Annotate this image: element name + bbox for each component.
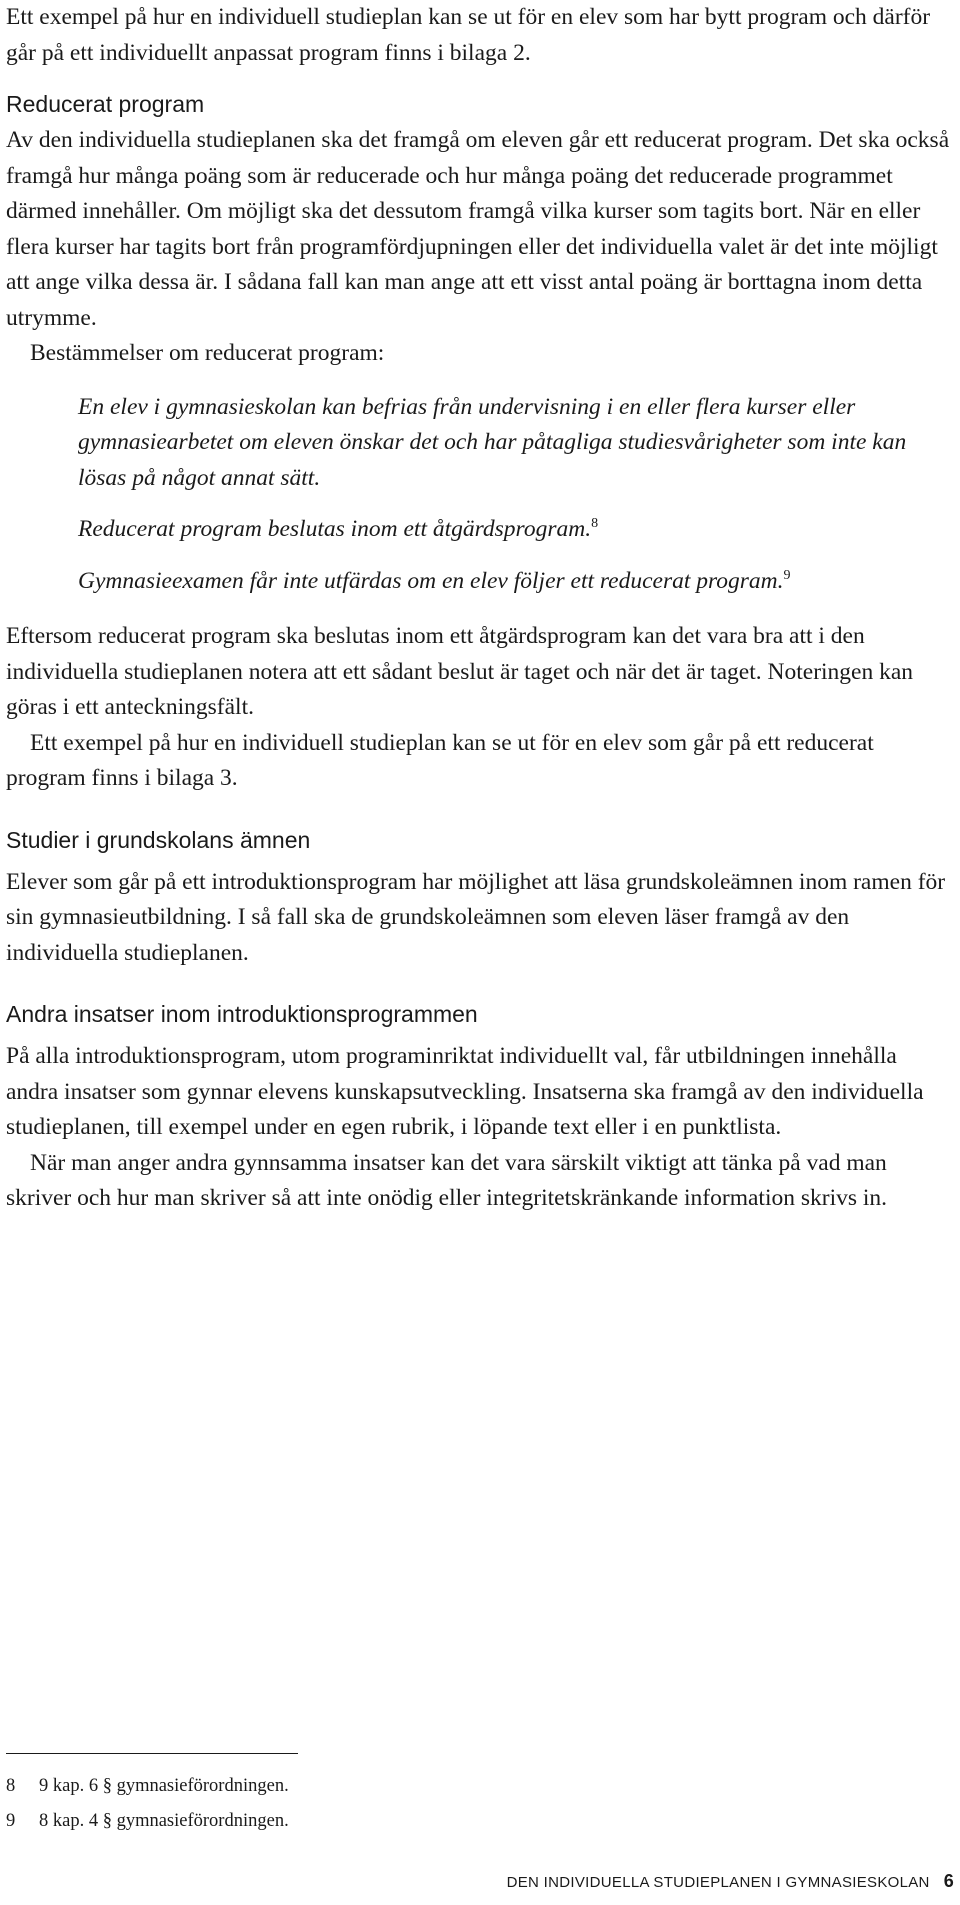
- footnote-8: [6, 1769, 906, 1804]
- footnote-number: 9: [6, 1811, 16, 1831]
- footnote-number: 8: [6, 1776, 16, 1796]
- quote-paragraph-1: En elev i gymnasieskolan kan befrias från undervisning i en eller flera kurser eller gymnasiearbetet om eleven önskar det och har påtagliga studiesvårigheter som inte kan lösas på något annat sätt.: [78, 393, 907, 491]
- quote-paragraph-2: [78, 512, 950, 548]
- document-page: [6, 0, 950, 1217]
- quote-intro: Bestämmelser om reducerat program:: [30, 340, 385, 366]
- footnote-ref-9: 9: [783, 567, 791, 583]
- regulation-quote: [78, 390, 950, 600]
- intro-paragraph: Ett exempel på hur en individuell studieplan kan se ut för en elev som har bytt program och därför går på ett individuellt anpassat program finns i bilaga 2.: [6, 4, 931, 66]
- other-measures-paragraph-2: När man anger andra gynnsamma insatser kan det vara särskilt viktigt att tänka på vad man skriver och hur man skriver så att inte onödig eller integritetskränkande information skrivs in.: [6, 1149, 888, 1211]
- reduced-paragraph-2: Eftersom reducerat program ska beslutas inom ett åtgärdsprogram kan det vara bra att i den individuella studieplanen notera att ett sådant beslut är taget och när det är taget. Noteringen kan göras i ett anteckningsfält.: [6, 623, 914, 720]
- reduced-paragraph-1: Av den individuella studieplanen ska det framgå om eleven går ett reducerat program. Det ska också framgå hur många poäng som är reducerade och hur många poäng det reducerade programmet därmed innehåller. Om möjligt ska det dessutom framgå vilka kurser som tagits bort. När en eller flera kurser har tagits bort från programfördjupningen eller det individuella valet är det inte möjligt att ange vilka dessa är. I sådana fall kan man ange att ett visst antal poäng är borttagna inom detta utrymme.: [6, 127, 950, 331]
- footnotes: [6, 1769, 906, 1839]
- heading-studier-i-grundskolans-amnen: Studier i grundskolans ämnen: [6, 826, 311, 853]
- basic-subjects-paragraph: Elever som går på ett introduktionsprogram har möjlighet att läsa grundskoleämnen inom ramen för sin gymnasieutbildning. I så fall ska de grundskoleämnen som eleven läser framgå av den individuella studieplanen.: [6, 868, 946, 966]
- quote-3-text: Gymnasieexamen får inte utfärdas om en elev följer ett reducerat program.: [78, 567, 784, 594]
- running-footer: [507, 1871, 954, 1892]
- quote-2-text: Reducerat program beslutas inom ett åtgärdsprogram.: [78, 516, 592, 542]
- other-measures-paragraph-1: På alla introduktionsprogram, utom programinriktat individuellt val, får utbildningen innehålla andra insatser som gynnar elevens kunskapsutveckling. Insatserna ska framgå av den individuella studieplanen, till exempel under en egen rubrik, i löpande text eller i en punktlista.: [6, 1043, 924, 1140]
- running-title: DEN INDIVIDUELLA STUDIEPLANEN I GYMNASIESKOLAN: [506, 1874, 930, 1891]
- footnote-9: [6, 1804, 906, 1839]
- footnote-text: 9 kap. 6 § gymnasieförordningen.: [39, 1776, 289, 1796]
- footnote-text: 8 kap. 4 § gymnasieförordningen.: [39, 1811, 289, 1831]
- footnote-ref-8: 8: [591, 516, 599, 531]
- heading-reducerat-program: Reducerat program: [6, 91, 205, 117]
- page-number: 6: [943, 1871, 954, 1891]
- quote-paragraph-3: [78, 564, 950, 600]
- footnote-divider: [6, 1753, 298, 1754]
- reduced-paragraph-3: Ett exempel på hur en individuell studieplan kan se ut för en elev som går på ett reducerat program finns i bilaga 3.: [6, 729, 874, 791]
- heading-andra-insatser: Andra insatser inom introduktionsprogrammen: [6, 1001, 478, 1027]
